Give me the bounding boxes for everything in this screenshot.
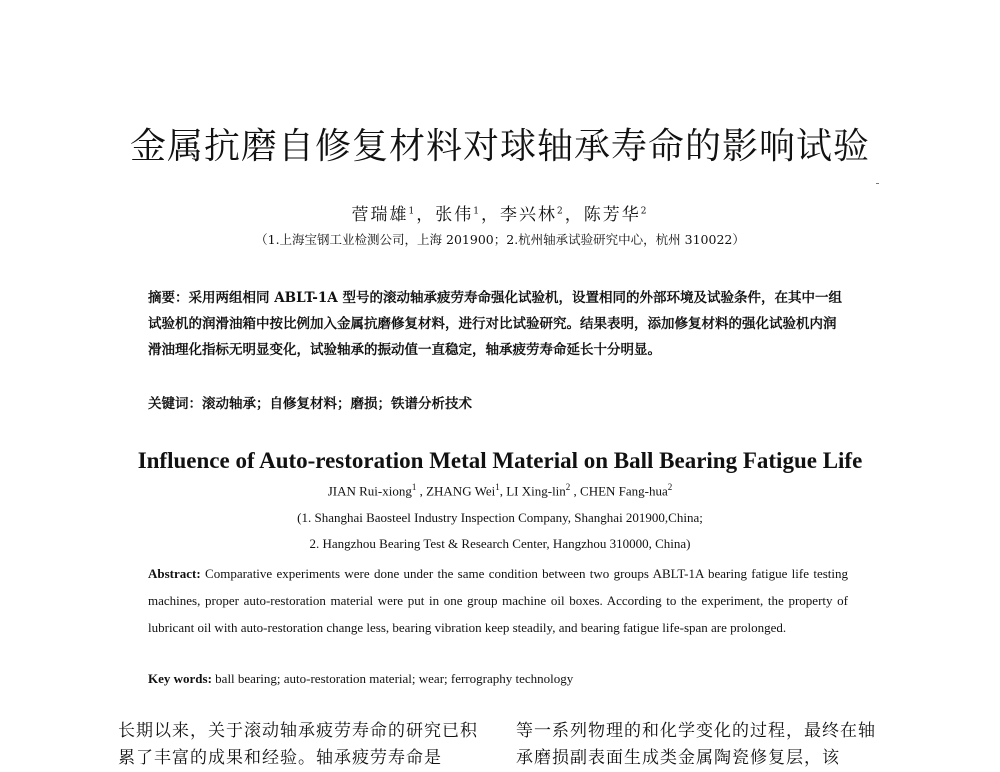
author-separator: ，: [564, 205, 584, 225]
author-separator: ，: [416, 205, 436, 225]
keywords-text: 滚动轴承；自修复材料；磨损；铁谱分析技术: [202, 396, 472, 412]
english-keywords: [148, 671, 848, 687]
author-name: CHEN Fang-hua: [580, 483, 668, 499]
author-sup: 2: [640, 206, 649, 217]
keywords-label: 关键词：: [148, 396, 202, 412]
author-separator: ,: [499, 483, 507, 499]
abstract-text: 采用两组相同 ABLT-1A 型号的滚动轴承疲劳寿命强化试验机，设置相同的外部环境及试验条件，在其中一组试验机的润滑油箱中按比例加入金属抗磨修复材料，进行对比试验研究。结果表明，添加修复材料的强化试验机内润滑油理化指标无明显变化，试验轴承的振动值一直稳定，轴承疲劳寿命延长十分明显。: [148, 290, 842, 358]
english-authors: [0, 482, 1000, 499]
abstract-label: Abstract:: [148, 566, 201, 581]
author-separator: ，: [481, 205, 500, 225]
author-name: JIAN Rui-xiong: [327, 483, 412, 499]
chinese-abstract: [148, 285, 848, 363]
author-name: ZHANG Wei: [426, 483, 496, 499]
author-separator: ,: [570, 483, 581, 499]
author-sup: 1: [473, 206, 481, 217]
chinese-affiliation: （1.上海宝钢工业检测公司，上海 201900；2.杭州轴承试验研究中心，杭州 310022）: [255, 232, 745, 247]
author-sup: 2: [557, 206, 565, 217]
abstract-text: Comparative experiments were done under the same condition between two groups ABLT-1A bearing fatigue life testing machines, proper auto-restoration material were put in one group machine oil boxes. According to the experiment, the property of lubricant oil with auto-restoration change less, bearing vibration keep steadily, and bearing fatigue life-span are prolonged.: [148, 566, 848, 635]
author-sup: 1: [411, 482, 417, 492]
english-title: Influence of Auto-restoration Metal Material on Ball Bearing Fatigue Life: [137, 448, 863, 473]
author-name: 菅瑞雄: [351, 205, 409, 225]
chinese-title: 金属抗磨自修复材料对球轴承寿命的影响试验: [129, 126, 870, 167]
author-sup: 1: [408, 206, 417, 217]
keywords-label: Key words:: [148, 671, 212, 686]
author-sup: 2: [565, 482, 571, 492]
chinese-keywords: [148, 392, 848, 412]
author-name: LI Xing-lin: [506, 483, 566, 499]
english-affiliation-1: (1. Shanghai Baosteel Industry Inspection Company, Shanghai 201900,China;: [297, 510, 703, 525]
author-name: 张伟: [435, 205, 474, 225]
body-right-column: 等一系列物理的和化学变化的过程，最终在轴承磨损副表面生成类金属陶瓷修复层，该: [516, 721, 876, 768]
body-left-column: 长期以来，关于滚动轴承疲劳寿命的研究已积累了丰富的成果和经验。轴承疲劳寿命是: [118, 721, 478, 768]
author-sup: 1: [495, 482, 500, 492]
abstract-label: 摘要：: [148, 290, 189, 306]
author-name: 李兴林: [500, 205, 557, 225]
chinese-authors: [0, 200, 1000, 225]
english-abstract: [148, 560, 848, 641]
author-sup: 2: [667, 482, 673, 492]
author-name: 陈芳华: [583, 205, 641, 225]
author-separator: ,: [416, 483, 427, 499]
scan-mark: [876, 183, 879, 184]
english-affiliation-2: 2. Hangzhou Bearing Test & Research Center, Hangzhou 310000, China): [309, 536, 691, 551]
keywords-text: ball bearing; auto-restoration material; wear; ferrography technology: [215, 671, 574, 686]
